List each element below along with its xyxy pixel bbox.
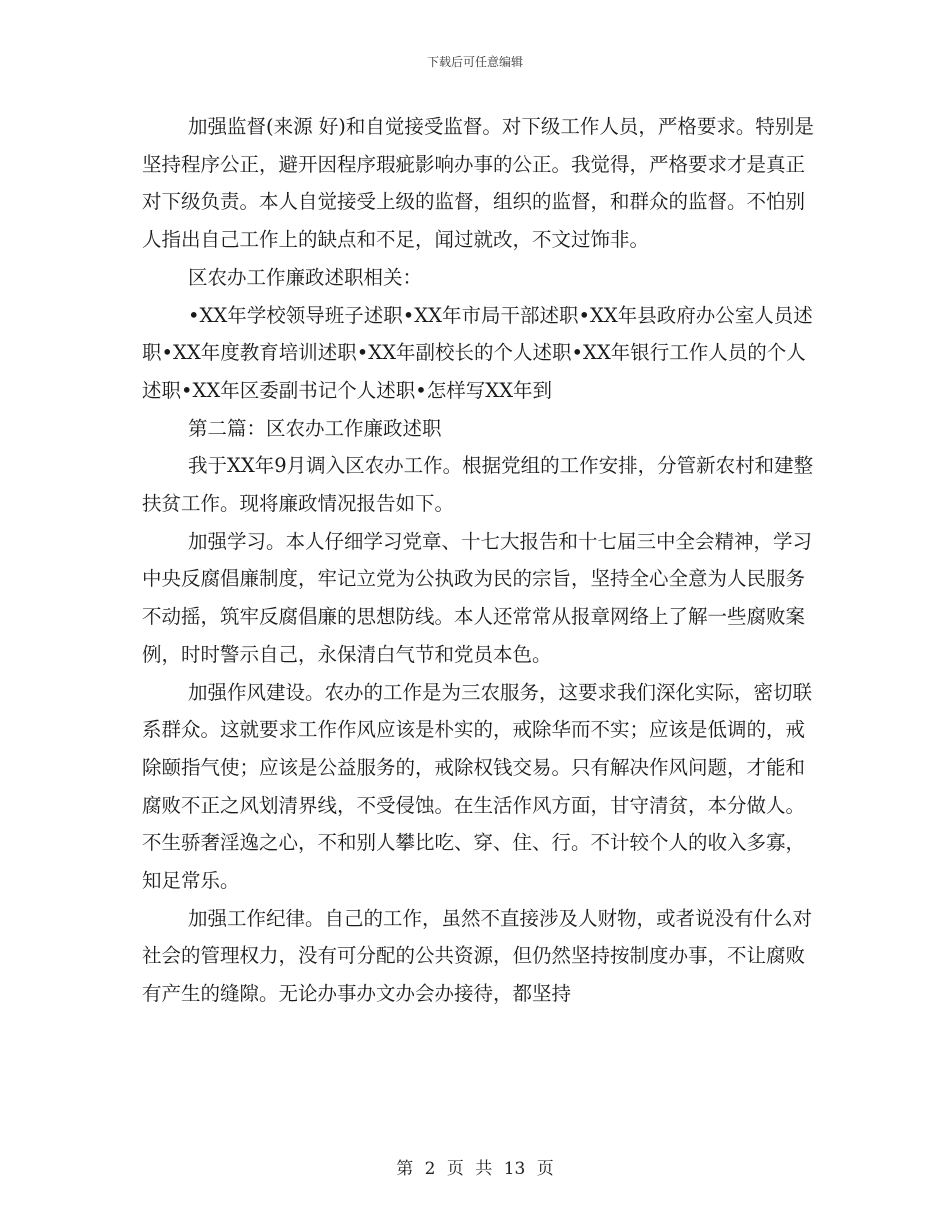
footer-page-label: 页 xyxy=(446,1159,464,1179)
header-note: 下载后可任意编辑 xyxy=(426,55,523,69)
paragraph-supervision: 加强监督(来源 好)和自觉接受监督。对下级工作人员，严格要求。特别是坚持程序公正，避开因程序瑕疵影响办事的公正。我觉得，严格要求才是真正对下级负责。本人自觉接受上级的监督，组织的监督，和群众的监督。不怕别人指出自己工作上的缺点和不足，闻过就改，不文过饰非。 xyxy=(142,115,814,252)
paragraph-work-style: 加强作风建设。农办的工作是为三农服务，这要求我们深化实际，密切联系群众。这就要求工作作风应该是朴实的，戒除华而不实；应该是低调的，戒除颐指气使；应该是公益服务的，戒除权钱交易。只有解决作风问题，才能和腐败不正之风划清界线，不受侵蚀。在生活作风方面，甘守清贫，本分做人。不生骄奢淫逸之心，不和别人攀比吃、穿、住、行。不计较个人的收入多寡，知足常乐。 xyxy=(142,680,813,893)
paragraph-related-heading: 区农办工作廉政述职相关： xyxy=(188,265,423,289)
document-body xyxy=(142,108,814,1013)
section-title-part-two: 第二篇：区农办工作廉政述职 xyxy=(188,416,442,440)
footer-total-pages: 13 xyxy=(503,1159,526,1179)
footer-total-label: 共 xyxy=(475,1159,493,1179)
paragraph-related-links: •XX年学校领导班子述职•XX年市局干部述职•XX年县政府办公室人员述职•XX年度教育培训述职•XX年副校长的个人述职•XX年银行工作人员的个人述职•XX年区委副书记个人述职•怎样写XX年到 xyxy=(142,303,813,402)
paragraph-intro: 我于XX年9月调入区农办工作。根据党组的工作安排，分管新农村和建整扶贫工作。现将廉政情况报告如下。 xyxy=(142,454,814,516)
paragraph-study: 加强学习。本人仔细学习党章、十七大报告和十七届三中全会精神，学习中央反腐倡廉制度，牢记立党为公执政为民的宗旨，坚持全心全意为人民服务不动摇，筑牢反腐倡廉的思想防线。本人还常常从报章网络上了解一些腐败案例，时时警示自己，永保清白气节和党员本色。 xyxy=(142,529,813,666)
footer-page-number: 2 xyxy=(424,1159,436,1179)
footer-prefix: 第 xyxy=(396,1159,414,1179)
page-header xyxy=(0,53,950,70)
footer-suffix: 页 xyxy=(536,1159,554,1179)
paragraph-discipline: 加强工作纪律。自己的工作，虽然不直接涉及人财物，或者说没有什么对社会的管理权力，没有可分配的公共资源，但仍然坚持按制度办事，不让腐败有产生的缝隙。无论办事办文办会办接待，都坚持 xyxy=(142,906,813,1006)
page-footer xyxy=(0,1154,950,1179)
